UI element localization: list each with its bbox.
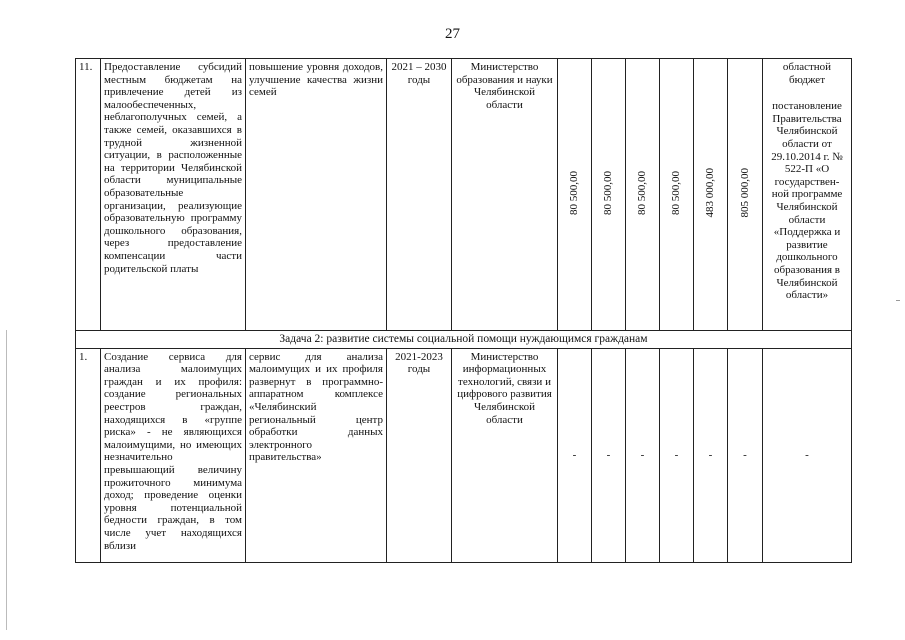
funding-cell (728, 59, 763, 331)
row-number: 11. (76, 59, 101, 331)
funding-value: - (592, 348, 626, 562)
table-row (76, 59, 852, 331)
legal-basis: постановление Правительства Челябинской области от 29.10.2014 г. № 522-П «О государствен-ной программе Челябинской области «Поддержка и развитие дошкольного образования в Челябинской области» (771, 100, 843, 302)
funding-cell (660, 59, 694, 331)
result-cell: сервис для анализа малоимущих и их профиля развернут в программно-аппаратном комплексе «Челябинский региональный центр обработки данных электронного правительства» (246, 348, 387, 562)
page-number: 27 (445, 26, 460, 42)
task-header-row (76, 331, 852, 349)
funding-total: 805 000,00 (738, 167, 751, 218)
funding-value: - (626, 348, 660, 562)
row-number: 1. (76, 348, 101, 562)
spacer (766, 86, 848, 100)
funding-value: 80 500,00 (636, 170, 649, 215)
executor-cell: Министерство информационных технологий, связи и цифрового развития Челябинской области (452, 348, 558, 562)
funding-cell (592, 59, 626, 331)
scan-edge-mark (896, 300, 900, 301)
task-title: Задача 2: развитие системы социальной помощи нуждающимся гражданам (76, 331, 852, 349)
funding-source: областной бюджет (782, 61, 832, 86)
funding-value: - (558, 348, 592, 562)
funding-value: 483 000,00 (704, 167, 717, 218)
result-cell: повышение уровня доходов, улучшение качества жизни семей (246, 59, 387, 331)
activity-cell: Создание сервиса для анализа малоимущих граждан и их профиля: создание региональных реестров граждан, находящихся в «группе риска» - не являющихся малоимущими, но имеющих незначительно превышающий величину прожиточного минимума доход; проведение оценки уровня потенциальной бедности граждан, в том числе учет находящихся вблизи (101, 348, 246, 562)
funding-value: 80 500,00 (602, 170, 615, 215)
funding-value: 80 500,00 (670, 170, 683, 215)
activity-cell: Предоставление субсидий местным бюджетам на привлечение детей из малообеспеченных, неблагополучных семей, а также семей, оказавшихся в трудной жизненной ситуации, в расположенные на территории Челябинской области муниципальные образовательные организации, реализующие образовательную программу дошкольного образования, через предоставление компенсации части родительской платы (101, 59, 246, 331)
funding-cell (558, 59, 592, 331)
table-row (76, 348, 852, 562)
funding-source-cell (763, 59, 852, 331)
funding-value: - (660, 348, 694, 562)
funding-cell (626, 59, 660, 331)
funding-source-cell: - (763, 348, 852, 562)
funding-total: - (728, 348, 763, 562)
period-cell: 2021-2023 годы (387, 348, 452, 562)
executor-cell: Министерство образования и науки Челябинской области (452, 59, 558, 331)
funding-value: 80 500,00 (568, 170, 581, 215)
period-cell: 2021 – 2030 годы (387, 59, 452, 331)
program-table (75, 58, 852, 563)
funding-cell (694, 59, 728, 331)
funding-value: - (694, 348, 728, 562)
scan-edge-line (6, 330, 7, 630)
